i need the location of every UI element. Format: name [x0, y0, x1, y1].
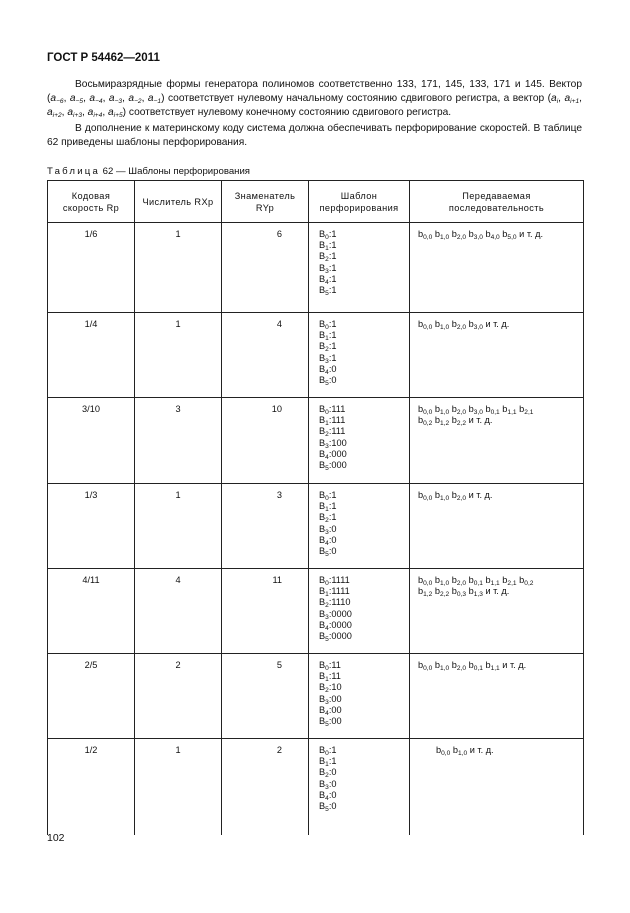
- header-code-rate: Кодовая скорость Rp: [48, 181, 135, 223]
- cell-code-rate: 1/4: [48, 313, 135, 398]
- pattern-register: $B_3$: [319, 262, 329, 275]
- cell-transmitted-sequence: [410, 484, 584, 569]
- cell-code-rate: 1/2: [48, 739, 135, 836]
- table-row: [48, 739, 584, 836]
- pattern-register: $B_2$: [319, 251, 329, 264]
- sequence-bit: $b_{0,0}$: [418, 404, 433, 416]
- cell-denominator: 3: [222, 484, 309, 569]
- sequence-bit: $b_{2,1}$: [502, 575, 517, 587]
- sequence-bit: $b_{0,0}$: [436, 745, 451, 757]
- sequence-bit: $b_{3,0}$: [468, 404, 483, 416]
- sequence-tail: и т. д.: [468, 415, 493, 426]
- table-row: [48, 569, 584, 654]
- pattern-line: $B_0:111$: [319, 404, 346, 416]
- sequence-line: [418, 415, 577, 426]
- sequence-bit: $b_{1,2}$: [434, 415, 450, 428]
- cell-code-rate: 2/5: [48, 654, 135, 739]
- sequence-bit: $b_{0,0}$: [418, 490, 433, 502]
- sequence-bit: $b_{2,0}$: [451, 660, 467, 672]
- sequence-line: [418, 490, 577, 501]
- paragraph-generator-polynomials: [47, 78, 582, 120]
- pattern-line: $B_2:1110$: [319, 597, 351, 610]
- pattern-register: $B_0$: [319, 490, 329, 502]
- cell-numerator: 1: [135, 484, 222, 569]
- cell-transmitted-sequence: [410, 313, 584, 398]
- pattern-register: $B_5$: [319, 285, 329, 298]
- sequence-tail: и т. д.: [502, 660, 527, 670]
- pattern-line: $B_3:1$: [319, 262, 337, 275]
- cell-numerator: 1: [135, 223, 222, 313]
- sequence-line: [418, 404, 577, 415]
- pattern-register: $B_1$: [319, 240, 329, 253]
- cell-numerator: 1: [135, 739, 222, 836]
- pattern-register: $B_5$: [319, 631, 329, 644]
- sequence-tail: и т. д.: [485, 319, 510, 329]
- sequence-bit: $b_{1,1}$: [502, 404, 517, 416]
- cell-denominator: 5: [222, 654, 309, 739]
- header-puncture-pattern: Шаблон перфорирования: [309, 181, 410, 223]
- sequence-bit: $b_{4,0}$: [485, 229, 500, 241]
- paragraph-puncturing: [47, 122, 582, 150]
- sequence-bit: $b_{2,2}$: [434, 586, 450, 599]
- cell-numerator: 1: [135, 313, 222, 398]
- pattern-line: $B_1:1$: [319, 240, 337, 253]
- table-caption: [47, 166, 250, 177]
- sequence-line: [418, 660, 577, 671]
- cell-code-rate: 4/11: [48, 569, 135, 654]
- pattern-register: $B_3$: [319, 523, 329, 536]
- sequence-bit: $b_{2,0}$: [451, 575, 467, 587]
- paragraph-text: Восьмиразрядные формы генератора полиномов соответственно 133, 171, 145, 133, 171 и 145. Вектор (: [47, 79, 582, 104]
- pattern-line: $B_1:1$: [319, 501, 337, 514]
- sequence-bit: $b_{2,0}$: [451, 319, 467, 331]
- sequence-bit: $b_{1,0}$: [434, 229, 450, 241]
- pattern-line: $B_2:111$: [319, 426, 346, 439]
- pattern-register: $B_0$: [319, 575, 329, 587]
- pattern-register: $B_1$: [319, 330, 329, 343]
- sequence-line: [418, 319, 577, 330]
- vector-element: $a_{i+4}$: [87, 107, 103, 119]
- paragraph-text: ) соответствует нулевому конечному состоянию сдвигового регистра.: [122, 107, 452, 118]
- pattern-line: $B_2:1$: [319, 251, 337, 264]
- sequence-bit: $b_{1,0}$: [434, 319, 450, 331]
- pattern-register: $B_3$: [319, 608, 329, 621]
- vector-final: $a_i$, $a_{i+1}$, $a_{i+2}$, $a_{i+3}$, $a_{i+4}$, $a_{i+5}$: [47, 93, 582, 119]
- cell-transmitted-sequence: [410, 739, 584, 836]
- puncturing-patterns-table: [47, 180, 584, 835]
- pattern-line: $B_4:000$: [319, 448, 347, 461]
- paragraph-text: ) соответствует нулевому начальному состоянию сдвигового регистра, а вектор (: [161, 93, 552, 104]
- cell-transmitted-sequence: [410, 398, 584, 484]
- sequence-line: [436, 745, 577, 756]
- pattern-line: $B_2:0$: [319, 767, 337, 780]
- pattern-register: $B_4$: [319, 273, 329, 286]
- cell-code-rate: 1/3: [48, 484, 135, 569]
- cell-puncture-pattern: [309, 223, 410, 313]
- vector-element: $a_{-6}$: [50, 93, 64, 105]
- cell-puncture-pattern: [309, 484, 410, 569]
- cell-transmitted-sequence: [410, 223, 584, 313]
- pattern-register: $B_4$: [319, 363, 329, 376]
- cell-numerator: 4: [135, 569, 222, 654]
- sequence-bit: $b_{0,2}$: [418, 415, 433, 428]
- table-row: [48, 654, 584, 739]
- pattern-register: $B_4$: [319, 704, 329, 717]
- cell-puncture-pattern: [309, 654, 410, 739]
- cell-puncture-pattern: [309, 569, 410, 654]
- pattern-register: $B_2$: [319, 512, 329, 525]
- pattern-register: $B_0$: [319, 319, 329, 331]
- table-row: [48, 398, 584, 484]
- pattern-register: $B_0$: [319, 404, 329, 416]
- sequence-line: [418, 586, 577, 597]
- sequence-line: [418, 575, 577, 586]
- cell-puncture-pattern: [309, 398, 410, 484]
- sequence-bit: $b_{1,0}$: [434, 660, 450, 672]
- sequence-bit: $b_{0,2}$: [519, 575, 534, 587]
- pattern-line: $B_5:0$: [319, 546, 337, 559]
- vector-element: $a_{i+5}$: [107, 107, 123, 119]
- pattern-line: $B_0:1$: [319, 319, 337, 331]
- page-number: 102: [47, 832, 65, 844]
- vector-element: $a_{i+2}$: [47, 107, 62, 119]
- pattern-line: $B_0:1111$: [319, 575, 350, 587]
- pattern-register: $B_2$: [319, 682, 329, 695]
- pattern-register: $B_3$: [319, 437, 329, 450]
- cell-denominator: 4: [222, 313, 309, 398]
- sequence-bit: $b_{0,1}$: [468, 575, 483, 587]
- sequence-bit: $b_{2,2}$: [451, 415, 467, 428]
- pattern-register: $B_0$: [319, 229, 329, 241]
- pattern-line: $B_5:000$: [319, 460, 347, 473]
- pattern-register: $B_2$: [319, 767, 329, 780]
- pattern-line: $B_4:1$: [319, 273, 337, 286]
- document-header: ГОСТ Р 54462—2011: [47, 52, 160, 64]
- pattern-line: $B_2:1$: [319, 341, 337, 354]
- sequence-bit: $b_{0,0}$: [418, 660, 433, 672]
- sequence-bit: $b_{1,1}$: [485, 575, 500, 587]
- table-caption-title: 62 — Шаблоны перфорирования: [100, 166, 251, 177]
- vector-element: $a_{-1}$: [147, 93, 162, 105]
- pattern-line: $B_2:10$: [319, 682, 342, 695]
- pattern-register: $B_4$: [319, 619, 329, 632]
- pattern-line: $B_5:1$: [319, 285, 337, 298]
- cell-code-rate: 1/6: [48, 223, 135, 313]
- vector-element: $a_{i+3}$: [67, 107, 82, 119]
- cell-denominator: 2: [222, 739, 309, 836]
- pattern-line: $B_1:111$: [319, 415, 346, 428]
- table-header-row: [48, 181, 584, 223]
- vector-element: $a_{-4}$: [89, 93, 103, 105]
- pattern-line: $B_0:11$: [319, 660, 341, 672]
- pattern-register: $B_5$: [319, 460, 329, 473]
- sequence-bit: $b_{0,0}$: [418, 319, 433, 331]
- pattern-line: $B_1:1$: [319, 756, 337, 769]
- pattern-line: $B_4:0$: [319, 363, 337, 376]
- sequence-bit: $b_{2,0}$: [451, 404, 467, 416]
- pattern-line: $B_4:0$: [319, 789, 337, 802]
- pattern-line: $B_2:1$: [319, 512, 337, 525]
- pattern-register: $B_5$: [319, 801, 329, 814]
- sequence-bit: $b_{0,1}$: [485, 404, 500, 416]
- sequence-bit: $b_{1,1}$: [485, 660, 500, 672]
- pattern-line: $B_4:00$: [319, 704, 342, 717]
- pattern-line: $B_1:1$: [319, 330, 337, 343]
- pattern-register: $B_1$: [319, 586, 329, 599]
- vector-element: $a_{-3}$: [108, 93, 123, 105]
- sequence-tail: и т. д.: [468, 490, 493, 500]
- pattern-register: $B_1$: [319, 671, 329, 684]
- cell-transmitted-sequence: [410, 569, 584, 654]
- header-numerator: Числитель RXp: [135, 181, 222, 223]
- pattern-register: $B_2$: [319, 341, 329, 354]
- vector-element: $a_{-5}$: [69, 93, 84, 105]
- header-transmitted-sequence: Передаваемая последовательность: [410, 181, 584, 223]
- sequence-bit: $b_{2,0}$: [451, 490, 467, 502]
- paragraph-text: В дополнение к материнскому коду система должна обеспечивать перфорирование скоростей. В таблице 62 приведены шаблоны перфорирования.: [47, 123, 582, 148]
- pattern-register: $B_0$: [319, 745, 329, 757]
- sequence-bit: $b_{1,0}$: [434, 490, 450, 502]
- pattern-line: $B_3:0$: [319, 778, 337, 791]
- sequence-bit: $b_{3,0}$: [468, 319, 483, 331]
- sequence-tail: и т. д.: [519, 229, 544, 239]
- pattern-line: $B_3:0000$: [319, 608, 352, 621]
- cell-denominator: 6: [222, 223, 309, 313]
- sequence-bit: $b_{2,1}$: [519, 404, 534, 416]
- pattern-register: $B_4$: [319, 448, 329, 461]
- sequence-bit: $b_{1,0}$: [434, 404, 450, 416]
- pattern-register: $B_1$: [319, 415, 329, 428]
- pattern-line: $B_3:0$: [319, 523, 337, 536]
- vector-initial: $a_{-6}$, $a_{-5}$, $a_{-4}$, $a_{-3}$, $a_{-2}$, $a_{-1}$: [50, 93, 162, 105]
- pattern-line: $B_5:0$: [319, 375, 337, 388]
- cell-transmitted-sequence: [410, 654, 584, 739]
- sequence-bit: $b_{0,3}$: [451, 586, 467, 599]
- pattern-line: $B_1:11$: [319, 671, 341, 684]
- pattern-line: $B_5:00$: [319, 716, 342, 729]
- cell-code-rate: 3/10: [48, 398, 135, 484]
- sequence-bit: $b_{3,0}$: [468, 229, 483, 241]
- sequence-tail: и т. д.: [469, 745, 494, 755]
- pattern-register: $B_2$: [319, 597, 329, 610]
- pattern-line: $B_3:100$: [319, 437, 347, 450]
- pattern-line: $B_3:00$: [319, 693, 342, 706]
- pattern-register: $B_1$: [319, 501, 329, 514]
- pattern-line: $B_0:1$: [319, 229, 337, 241]
- sequence-tail: и т. д.: [485, 586, 510, 597]
- pattern-line: $B_0:1$: [319, 490, 337, 502]
- sequence-bit: $b_{0,0}$: [418, 229, 433, 241]
- cell-denominator: 11: [222, 569, 309, 654]
- pattern-line: $B_1:1111$: [319, 586, 350, 599]
- pattern-register: $B_0$: [319, 660, 329, 672]
- sequence-bit: $b_{1,0}$: [434, 575, 450, 587]
- table-row: [48, 223, 584, 313]
- sequence-line: [418, 229, 577, 240]
- pattern-register: $B_3$: [319, 693, 329, 706]
- vector-element: $a_{-2}$: [128, 93, 142, 105]
- pattern-line: $B_5:0$: [319, 801, 337, 814]
- cell-puncture-pattern: [309, 313, 410, 398]
- pattern-register: $B_1$: [319, 756, 329, 769]
- pattern-line: $B_4:0$: [319, 534, 337, 547]
- sequence-bit: $b_{1,0}$: [452, 745, 468, 757]
- cell-puncture-pattern: [309, 739, 410, 836]
- sequence-bit: $b_{0,0}$: [418, 575, 433, 587]
- sequence-bit: $b_{2,0}$: [451, 229, 467, 241]
- cell-numerator: 2: [135, 654, 222, 739]
- pattern-register: $B_4$: [319, 534, 329, 547]
- sequence-bit: $b_{5,0}$: [502, 229, 517, 241]
- sequence-bit: $b_{0,1}$: [468, 660, 483, 672]
- header-denominator: Знаменатель RYp: [222, 181, 309, 223]
- pattern-register: $B_4$: [319, 789, 329, 802]
- pattern-line: $B_0:1$: [319, 745, 337, 757]
- pattern-register: $B_2$: [319, 426, 329, 439]
- pattern-register: $B_3$: [319, 778, 329, 791]
- vector-element: $a_{i+1}$: [564, 93, 580, 105]
- cell-numerator: 3: [135, 398, 222, 484]
- table-row: [48, 484, 584, 569]
- sequence-bit: $b_{1,3}$: [468, 586, 483, 599]
- sequence-bit: $b_{1,2}$: [418, 586, 433, 599]
- pattern-line: $B_3:1$: [319, 352, 337, 365]
- pattern-register: $B_5$: [319, 716, 329, 729]
- cell-denominator: 10: [222, 398, 309, 484]
- pattern-line: $B_4:0000$: [319, 619, 352, 632]
- pattern-line: $B_5:0000$: [319, 631, 352, 644]
- vector-element: $a_i$: [551, 93, 559, 105]
- pattern-register: $B_5$: [319, 375, 329, 388]
- table-caption-label: Таблица: [47, 166, 101, 177]
- table-row: [48, 313, 584, 398]
- pattern-register: $B_5$: [319, 546, 329, 559]
- pattern-register: $B_3$: [319, 352, 329, 365]
